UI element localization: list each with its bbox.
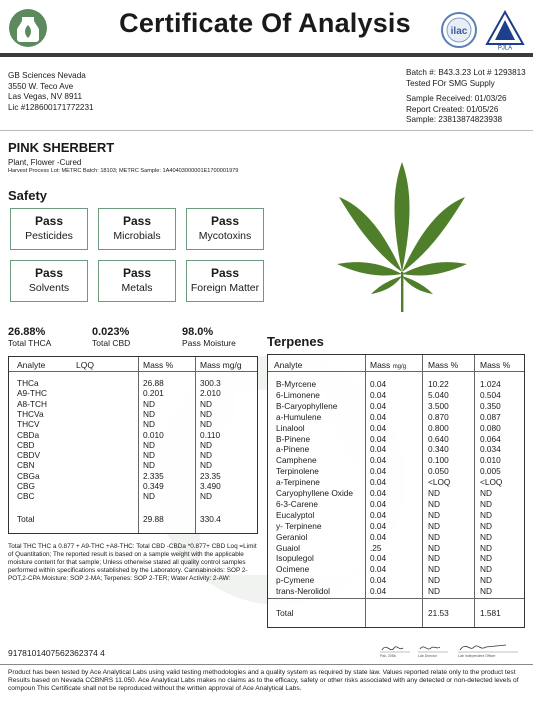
safety-status: Pass <box>34 214 64 228</box>
cell-analyte: Ocimene <box>276 564 310 575</box>
terpene-total-b: 1.581 <box>480 608 501 618</box>
cell-b: 0.087 <box>480 411 501 422</box>
cell-analyte: B-Caryophyllene <box>276 400 338 411</box>
cell-analyte: p-Cymene <box>276 575 315 586</box>
safety-status: Pass <box>122 266 152 280</box>
cell-a: ND <box>428 520 440 531</box>
total-thca-label: Total THCA <box>8 338 52 348</box>
cell-a: ND <box>428 553 440 564</box>
cell-pct: 0.201 <box>143 388 164 399</box>
cell-b: 0.504 <box>480 389 501 400</box>
cannabis-leaf-icon <box>335 162 470 312</box>
cell-loq: 0.04 <box>370 411 387 422</box>
cell-analyte: THCa <box>17 378 39 388</box>
safety-status: Pass <box>34 266 64 280</box>
cell-analyte: Terpinolene <box>276 466 319 477</box>
cannabinoid-total-mg: 330.4 <box>200 514 221 524</box>
page-title: Certificate Of Analysis <box>119 8 411 38</box>
safety-solvents <box>10 260 88 302</box>
total-thca-value: 26.88% <box>8 326 46 338</box>
method-notes: Total THC THC a 0.877 + A9-THC +A8-THC: Total CBD -CBDa *0.877+ CBD Loq =Limit of Quantitation; The reported result is based on a sample weight with the applicable moisture content for that sample; Unless otherwise stated all quality control samples performed within specifications established by the Laboratory. Cannabinoids: SOP 2-POT,2-CPA Moisture: SOP 2-MA; Terpenes: SOP 2-TER; Water Activity: 2-AW: <box>8 543 257 582</box>
terp-col-mass-pct: Mass % <box>428 360 459 370</box>
cell-b: ND <box>480 498 492 509</box>
moisture-value: 98.0% <box>182 326 214 338</box>
moisture-label: Pass Moisture <box>182 338 236 348</box>
cell-pct: 2.335 <box>143 470 164 481</box>
cell-loq: 0.04 <box>370 488 387 498</box>
ilac-logo-text: ilac <box>450 26 468 37</box>
cell-loq: .25 <box>370 542 382 553</box>
safety-label: Mycotoxins <box>198 230 252 242</box>
cell-loq: 0.04 <box>370 422 387 433</box>
cannabinoid-table <box>8 356 258 534</box>
cell-b: 0.034 <box>480 444 501 455</box>
cell-analyte: a-Humulene <box>276 411 322 422</box>
cell-mg: ND <box>200 398 212 409</box>
cell-analyte: trans-Nerolidol <box>276 586 330 597</box>
total-cbd-value: 0.023% <box>92 326 130 338</box>
cell-a: ND <box>428 498 440 509</box>
signature-block <box>380 640 520 662</box>
cell-analyte: CBDa <box>17 429 40 440</box>
info-divider <box>0 130 533 131</box>
terpene-total-label: Total <box>276 608 294 618</box>
cell-loq: 0.04 <box>370 509 387 520</box>
safety-label: Pesticides <box>25 230 73 242</box>
cell-loq: 0.04 <box>370 455 387 466</box>
cell-loq: 0.04 <box>370 433 387 444</box>
safety-status: Pass <box>210 214 240 228</box>
cell-pct: ND <box>143 419 155 430</box>
cell-analyte: a-Terpinene <box>276 477 320 488</box>
cell-analyte: CBN <box>17 460 35 471</box>
safety-pesticides <box>10 208 88 250</box>
terpene-total-a: 21.53 <box>428 608 449 618</box>
cell-b: 0.350 <box>480 400 501 411</box>
safety-microbials <box>98 208 176 250</box>
cell-a: ND <box>428 542 440 553</box>
cell-mg: ND <box>200 408 212 419</box>
batch-lot: Batch #: B43.3.23 Lot # 1293813 <box>406 68 526 77</box>
cell-a: 10.22 <box>428 379 449 389</box>
cell-analyte: B-Pinene <box>276 433 311 444</box>
safety-status: Pass <box>122 214 152 228</box>
ilac-logo-icon <box>441 12 477 48</box>
cell-mg: ND <box>200 460 212 471</box>
signature-3: Lab Independent Officer <box>458 654 496 658</box>
cell-analyte: Caryophyllene Oxide <box>276 488 354 498</box>
cell-a: ND <box>428 564 440 575</box>
cell-analyte: Linalool <box>276 422 305 433</box>
cell-a: 0.870 <box>428 411 449 422</box>
safety-title: Safety <box>8 188 48 203</box>
sample-id: Sample: 23813874823938 <box>406 115 503 124</box>
terpenes-title: Terpenes <box>267 334 324 349</box>
cell-loq: 0.04 <box>370 553 387 564</box>
signature-2: Lab Director <box>418 654 438 658</box>
cell-analyte: A8-TCH <box>17 398 47 409</box>
cell-analyte: CBG <box>17 481 35 491</box>
cell-analyte: y- Terpinene <box>276 520 322 531</box>
cell-analyte: 6-3-Carene <box>276 498 318 509</box>
cell-pct: ND <box>143 398 155 409</box>
cell-analyte: Geraniol <box>276 531 308 542</box>
safety-label: Foreign Matter <box>190 282 260 294</box>
cell-a: <LOQ <box>428 477 451 488</box>
cell-loq: 0.04 <box>370 466 387 477</box>
signature-scribbles-icon <box>380 640 520 654</box>
cell-pct: ND <box>143 460 155 471</box>
product-name: PINK SHERBERT <box>8 140 115 155</box>
cell-b: ND <box>480 564 492 575</box>
cell-a: 3.500 <box>428 400 449 411</box>
cell-pct: 26.88 <box>143 378 164 388</box>
sample-received: Sample Received: 01/03/26 <box>406 94 507 103</box>
signature-1: Pak, 2086 <box>380 654 396 658</box>
cell-a: ND <box>428 531 440 542</box>
lab-logo-icon <box>8 8 48 48</box>
cell-b: 0.080 <box>480 422 501 433</box>
cell-mg: 300.3 <box>200 378 221 388</box>
cell-a: 0.050 <box>428 466 449 477</box>
cell-analyte: Guaiol <box>276 542 300 553</box>
cell-mg: 0.110 <box>200 429 221 440</box>
terp-col-loq-unit: mg/g <box>392 364 407 370</box>
cell-loq: 0.04 <box>370 477 387 488</box>
cell-loq: 0.04 <box>370 379 387 389</box>
cell-loq: 0.04 <box>370 400 387 411</box>
safety-foreign-matter <box>186 260 264 302</box>
cell-a: ND <box>428 575 440 586</box>
cell-b: ND <box>480 553 492 564</box>
cell-b: 0.005 <box>480 466 501 477</box>
terp-col-mass-pct-2: Mass % <box>480 360 511 370</box>
footer-divider <box>0 664 533 665</box>
cell-pct: ND <box>143 408 155 419</box>
lab-address <box>8 71 94 113</box>
cell-loq: 0.04 <box>370 498 387 509</box>
cannabinoid-total-pct: 29.88 <box>143 514 164 524</box>
cell-analyte: Camphene <box>276 455 317 466</box>
cell-a: ND <box>428 586 440 597</box>
cell-mg: 3.490 <box>200 481 221 491</box>
terp-col-loq <box>370 360 406 370</box>
cell-b: ND <box>480 586 492 597</box>
header-divider <box>0 53 533 57</box>
cell-b: 1.024 <box>480 379 501 389</box>
cell-mg: 2.010 <box>200 388 221 399</box>
disclaimer: Product has been tested by Ace Analytical Labs using valid testing methodologies and a quality system as required by state law. Values reported relate only to the product test Results based on Nevada CCBNRS 11.050. Ace Analytical Labs makes no claims as to the efficacy, safety or other risks associated with any detected or non-detected levels of compoun This Certificate shall not be reproduced without the written approval of Ace Analytical Labs. <box>8 669 519 693</box>
cell-pct: ND <box>143 439 155 450</box>
product-type: Plant, Flower -Cured <box>8 158 82 167</box>
cell-a: ND <box>428 488 440 498</box>
summary-thca <box>8 326 51 348</box>
col-analyte: Analyte <box>17 360 46 370</box>
cell-mg: ND <box>200 491 212 502</box>
cell-loq: 0.04 <box>370 389 387 400</box>
summary-moisture <box>182 326 236 348</box>
lab-city: Las Vegas, NV 8911 <box>8 92 83 101</box>
cell-loq: 0.04 <box>370 531 387 542</box>
cell-loq: 0.04 <box>370 564 387 575</box>
cell-analyte: CBD <box>17 439 35 450</box>
cell-loq: 0.04 <box>370 444 387 455</box>
cell-loq: 0.04 <box>370 520 387 531</box>
terp-col-loq-label: Mass <box>370 360 391 370</box>
cell-mg: ND <box>200 439 212 450</box>
total-cbd-label: Total CBD <box>92 338 131 348</box>
col-loq: LQQ <box>76 360 94 370</box>
safety-label: Solvents <box>28 282 70 294</box>
cell-pct: 0.010 <box>143 429 164 440</box>
cell-analyte: THCV <box>17 419 40 430</box>
cell-analyte: Isopulegol <box>276 553 314 564</box>
cell-mg: ND <box>200 419 212 430</box>
lab-street: 3550 W. Teco Ave <box>8 81 74 91</box>
cell-b: ND <box>480 520 492 531</box>
cell-a: 0.640 <box>428 433 449 444</box>
safety-label: Metals <box>121 282 153 294</box>
cell-analyte: B-Myrcene <box>276 379 317 389</box>
col-mass-mg: Mass mg/g <box>200 360 242 370</box>
tested-for: Tested FOr SMG Supply <box>406 78 495 88</box>
cell-b: ND <box>480 509 492 520</box>
report-created: Report Created: 01/05/26 <box>406 104 499 114</box>
terp-col-analyte: Analyte <box>274 360 303 370</box>
cell-mg: ND <box>200 450 212 461</box>
cell-b: 0.064 <box>480 433 501 444</box>
safety-mycotoxins <box>186 208 264 250</box>
cell-pct: 0.349 <box>143 481 164 491</box>
cell-analyte: Eucalyptol <box>276 509 315 520</box>
cell-analyte: A9-THC <box>17 388 47 399</box>
safety-label: Microbials <box>113 230 161 242</box>
cell-mg: 23.35 <box>200 470 221 481</box>
col-mass-pct: Mass % <box>143 360 174 370</box>
cell-b: 0.010 <box>480 455 501 466</box>
pjla-logo-text: PJLA <box>497 45 513 50</box>
cell-analyte: THCVa <box>17 408 44 419</box>
batch-info <box>406 68 526 126</box>
cell-a: 0.800 <box>428 422 449 433</box>
cell-b: ND <box>480 542 492 553</box>
cell-b: ND <box>480 488 492 498</box>
cell-b: <LOQ <box>480 477 503 488</box>
cell-pct: ND <box>143 450 155 461</box>
cannabinoid-total-label: Total <box>17 514 35 524</box>
safety-status: Pass <box>210 266 240 280</box>
pjla-logo-icon <box>485 10 525 50</box>
barcode-number: 9178101407562362374 4 <box>8 648 105 658</box>
safety-metals <box>98 260 176 302</box>
cell-analyte: CBDV <box>17 450 41 461</box>
cell-a: 0.100 <box>428 455 449 466</box>
cell-a: 5.040 <box>428 389 449 400</box>
cell-pct: ND <box>143 491 155 502</box>
cell-a: 0.340 <box>428 444 449 455</box>
cell-a: ND <box>428 509 440 520</box>
terpene-table <box>267 354 525 628</box>
cell-analyte: CBGa <box>17 470 40 481</box>
lab-name: GB Sciences Nevada <box>8 71 86 80</box>
cell-b: ND <box>480 575 492 586</box>
cell-analyte: CBC <box>17 491 35 502</box>
summary-cbd <box>92 326 130 348</box>
cell-analyte: a-Pinene <box>276 444 310 455</box>
cell-loq: 0.04 <box>370 586 387 597</box>
lab-license: Lic #128600171772231 <box>8 102 94 112</box>
cell-loq: 0.04 <box>370 575 387 586</box>
cell-analyte: 6-Limonene <box>276 389 320 400</box>
harvest-info: Harvest Process Lot: METRC Batch: 18103; METRC Sample: 1A40403000001E1700001979 <box>8 168 239 174</box>
cell-b: ND <box>480 531 492 542</box>
